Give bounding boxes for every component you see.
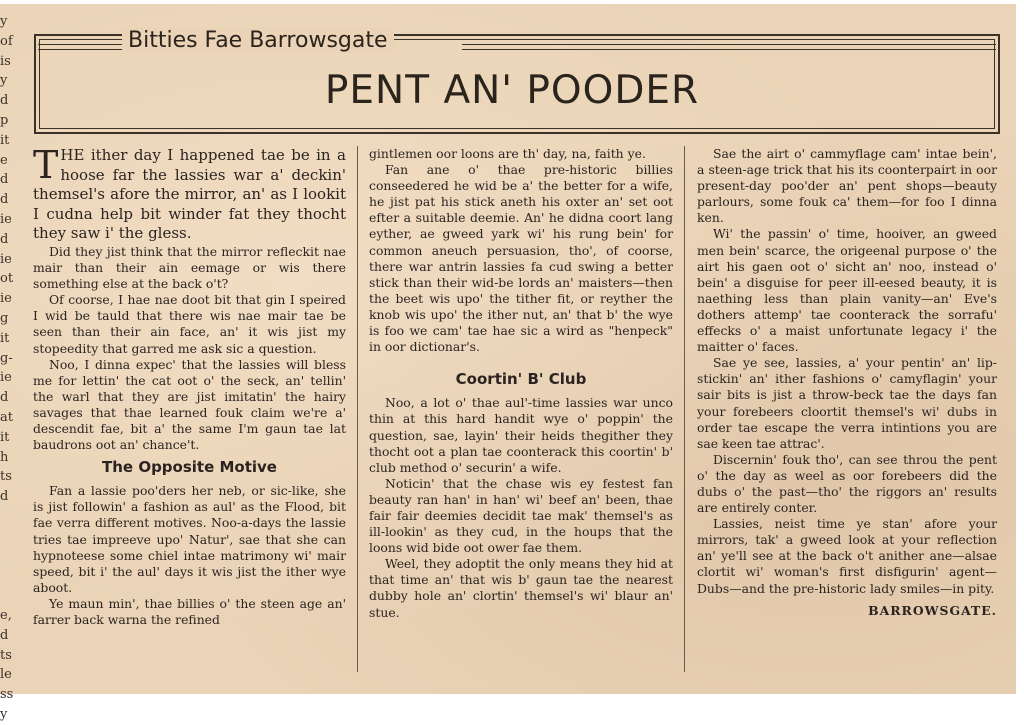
article-column-3: [697, 146, 997, 676]
paragraph: Noticin' that the chase wis ey festest fan beauty ran han' in han' wi' beef an' been, thae fair fair deemies decidit tae mak' themsel's as ill-lookin' as they cud, in the houps that the loons wid bide oot ower fae them.: [369, 475, 673, 556]
paragraph: Weel, they adoptit the only means they hid at that time an' that wis b' gaun tae the nearest dubby hole an' clortin' themsel's wi' blaur an' stue.: [369, 556, 673, 620]
column-divider-1: [357, 146, 358, 672]
author-signature: BARROWSGATE.: [868, 602, 997, 618]
subheading-coortin-b-club: Coortin' B' Club: [455, 370, 587, 389]
paragraph: Ye maun min', thae billies o' the steen age an' farrer back warna the refined: [33, 595, 346, 628]
paragraph: Lassies, neist time ye stan' afore your mirrors, tak' a gweed look at your reflection an' ye'll see at the back o't anither ane—alsae clortit wi' woman's first disfigurin' agent—Dubs—and the pre-historic lady smiles—in pity.: [697, 516, 997, 596]
paragraph: Noo, a lot o' thae aul'-time lassies war unco thin at this hard handit wye o' poppin' the question, sae, layin' their heids thegither they thocht oot a plan tae coonterack this coortin' b' club method o' securin' a wife.: [369, 395, 673, 475]
paragraph: Sae the airt o' cammyflage cam' intae bein', a steen-age trick that his its coonterpairt in oor present-day poo'der an' pent shops—beauty parlours, some fouk ca' them—for foo I dinna ken.: [697, 146, 997, 226]
paragraph: Discernin' fouk tho', can see throu the pent o' the day as weel as oor forebeers did the dubs o' the past—tho' the riggors an' results are entirely conter.: [697, 451, 997, 516]
paragraph: gintlemen oor loons are th' day, na, faith ye.: [369, 146, 646, 161]
newspaper-clipping: [0, 4, 1016, 722]
paragraph: Fan ane o' thae pre-historic billies conseedered he wid be a' the better for a wife, he jist pat his stick aneth his oxter an' set oot efter a suitable deemie. An' he didna coort lang eyther, ae gweed yark wi' his rung bein' for common aneuch persuasion, tho', of coorse, there war antrin lassies fa cud swing a better stick than their wid-be lords an' maisters—then the beet wis upo' the tither fit, or reyther the knob wis upo' the ither nut, an' that b' the wye is foo we cam' tae hae sic a wird as "henpeck" in oor dictionar's.: [369, 162, 673, 355]
masthead-rule-right: [462, 44, 996, 50]
series-title: Bitties Fae Barrowsgate: [122, 28, 394, 53]
paragraph: Wi' the passin' o' time, hooiver, an gweed men bein' scarce, the origeenal purpose o' the airt his gaen oot o' sicht an' noo, instead o' bein' a disguise for peer ill-eesed beauty, it is naething less than plain vanity—an' Eve's dothers attemp' tae coonterack the sorrafu' effecks o' a maist unfortunate legacy i' the maitter o' faces.: [697, 226, 997, 355]
paragraph: Did they jist think that the mirror refleckit nae mair than their ain eemage or wis there something else at the back o't?: [33, 243, 346, 292]
column-divider-2: [684, 146, 685, 672]
paragraph: Noo, I dinna expec' that the lassies will bless me for lettin' the cat oot o' the seck, an' tellin' the warl that they are jist imitatin' the hairy savages that thae learned fouk claim we're a' descendit fae, bit a' the same I'm gaun tae lat baudrons oot an' chance't.: [33, 356, 346, 453]
article-column-1: [33, 143, 346, 676]
article-column-2: [369, 146, 673, 676]
lead-paragraph: THE ither day I happened tae be in a hoose far the lassies war a' deckin' themsel's afore the mirror, an' as I lookit I cudna help bit winder fat they thocht they saw i' the gless.: [33, 143, 346, 243]
article-headline: PENT AN' POODER: [324, 68, 700, 113]
drop-cap: T: [33, 143, 59, 187]
masthead-rule-left: [38, 44, 128, 50]
paragraph: Sae ye see, lassies, a' your pentin' an' lip-stickin' an' ither fashions o' camyflagin' your sair bits is jist a throw-beck tae the days fan your forebeers cloortit themsel's wi' dubs in order tae escape the verra intintions you are sae keen tae attrac'.: [697, 355, 997, 451]
paragraph: Fan a lassie poo'ders her neb, or sic-like, she is jist followin' a fashion as aul' as the Flood, bit fae verra different motives. Noo-a-days the lassie tries tae impreeve upo' Natur', sae that she can hypnoteese some chiel intae matrimony wi' mair speed, bit i' the aul' days it wis jist the ither wye aboot.: [33, 483, 346, 595]
paragraph: Of coorse, I hae nae doot bit that gin I speired I wid be tauld that there wis nae mair tae be seen than their ain face, an' it wis jist my stopeedity that garred me ask sic a question.: [33, 292, 346, 356]
subheading-opposite-motive: The Opposite Motive: [102, 458, 277, 477]
adjacent-column-fragment: y of is y d p it e d d ie d ie ot ie g it g- ie d at it h ts d e, d ts le ss y: [0, 14, 14, 722]
